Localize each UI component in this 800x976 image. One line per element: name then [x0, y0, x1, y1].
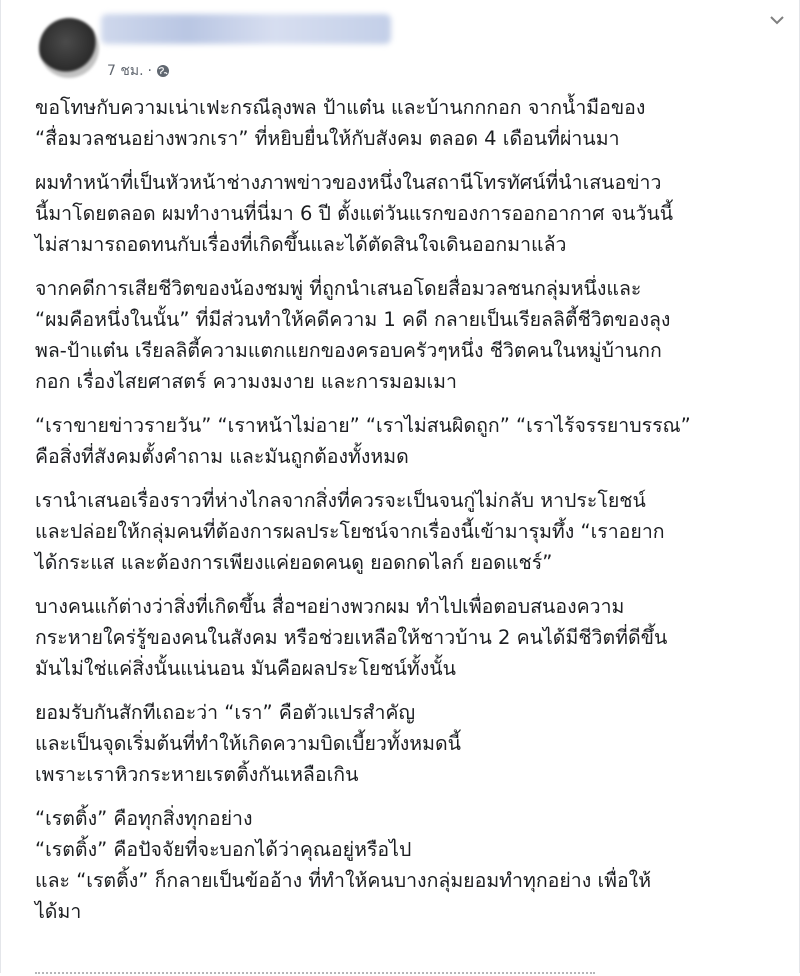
post-paragraph-7: ยอมรับกันสักทีเถอะว่า “เรา” คือตัวแปรสำคัญ และเป็นจุดเริ่มต้นที่ทำให้เกิดความบิดเบี้ยวทั้งหมดนี้ เพราะเราหิวกระหายเรตติ้งกันเหลือเกิน [35, 701, 461, 786]
truncated-text-line [35, 962, 595, 976]
author-name-blurred[interactable] [101, 14, 391, 44]
meta-separator: · [147, 63, 152, 79]
post-paragraph-6: บางคนแก้ต่างว่าสิ่งที่เกิดขึ้น สื่อฯอย่างพวกผม ทำไปเพื่อตอบสนองความ กระหายใคร่รู้ของคนในสังคม หรือช่วยเหลือให้ชาวบ้าน 2 คนได้มีชีวิตที่ดีขึ้น มันไม่ใช่แค่สิ่งนั้นแน่นอน มันคือผลประโยชน์ทั้งนั้น [35, 595, 668, 680]
globe-icon [156, 64, 170, 78]
chevron-down-icon[interactable] [765, 8, 789, 32]
post-paragraph-2: ผมทำหน้าที่เป็นหัวหน้าช่างภาพข่าวของหนึ่งในสถานีโทรทัศน์ที่นำเสนอข่าว นี้มาโดยตลอด ผมทำงานที่นี่มา 6 ปี ตั้งแต่วันแรกของการออกอากาศ จนวันนี้ ไม่สามารถอดทนกับเรื่องที่เกิดขึ้นและได้ตัดสินใจเดินออกมาแล้ว [35, 171, 674, 256]
post-paragraph-3: จากคดีการเสียชีวิตของน้องชมพู่ ที่ถูกนำเสนอโดยสื่อมวลชนกลุ่มหนึ่งและ “ผมคือหนึ่งในนั้น” ที่มีส่วนทำให้คดีความ 1 คดี กลายเป็นเรียลลิตี้ชีวิตของลุง พล-ป้าแต๋น เรียลลิตี้ความแตกแยกของครอบครัวๆหนึ่ง ชีวิตคนในหมู่บ้านกก กอก เรื่องไสยศาสตร์ ความงมงาย และการมอมเมา [35, 277, 671, 393]
post-paragraph-4: “เราขายข่าวรายวัน” “เราหน้าไม่อาย” “เราไม่สนผิดถูก” “เราไร้จรรยาบรรณ” คือสิ่งที่สังคมตั้งคำถาม และมันถูกต้องทั้งหมด [35, 414, 691, 468]
avatar[interactable] [39, 18, 99, 78]
post-timestamp[interactable]: 7 ชม. [107, 63, 144, 79]
post-paragraph-1: ขอโทษกับความเน่าเฟะกรณีลุงพล ป้าแต๋น และบ้านกกกอก จากน้ำมือของ “สื่อมวลชนอย่างพวกเรา” ที่หยิบยื่นให้กับสังคม ตลอด 4 เดือนที่ผ่านมา [35, 96, 646, 150]
post-header [1, 0, 800, 84]
post-paragraph-5: เรานำเสนอเรื่องราวที่ห่างไกลจากสิ่งที่ควรจะเป็นจนกู่ไม่กลับ หาประโยชน์ และปล่อยให้กลุ่มคนที่ต้องการผลประโยชน์จากเรื่องนี้เข้ามารุมทึ้ง “เราอยาก ได้กระแส และต้องการเพียงแค่ยอดคนดู ยอดกดไลก์ ยอดแชร์” [35, 489, 665, 574]
post-meta [107, 60, 170, 82]
post-paragraph-8: “เรตติ้ง” คือทุกสิ่งทุกอย่าง “เรตติ้ง” คือปัจจัยที่จะบอกได้ว่าคุณอยู่หรือไป และ “เรตติ้ง” ก็กลายเป็นข้ออ้าง ที่ทำให้คนบางกลุ่มยอมทำทุกอย่าง เพื่อให้ ได้มา [35, 807, 652, 923]
post-body [35, 92, 785, 940]
